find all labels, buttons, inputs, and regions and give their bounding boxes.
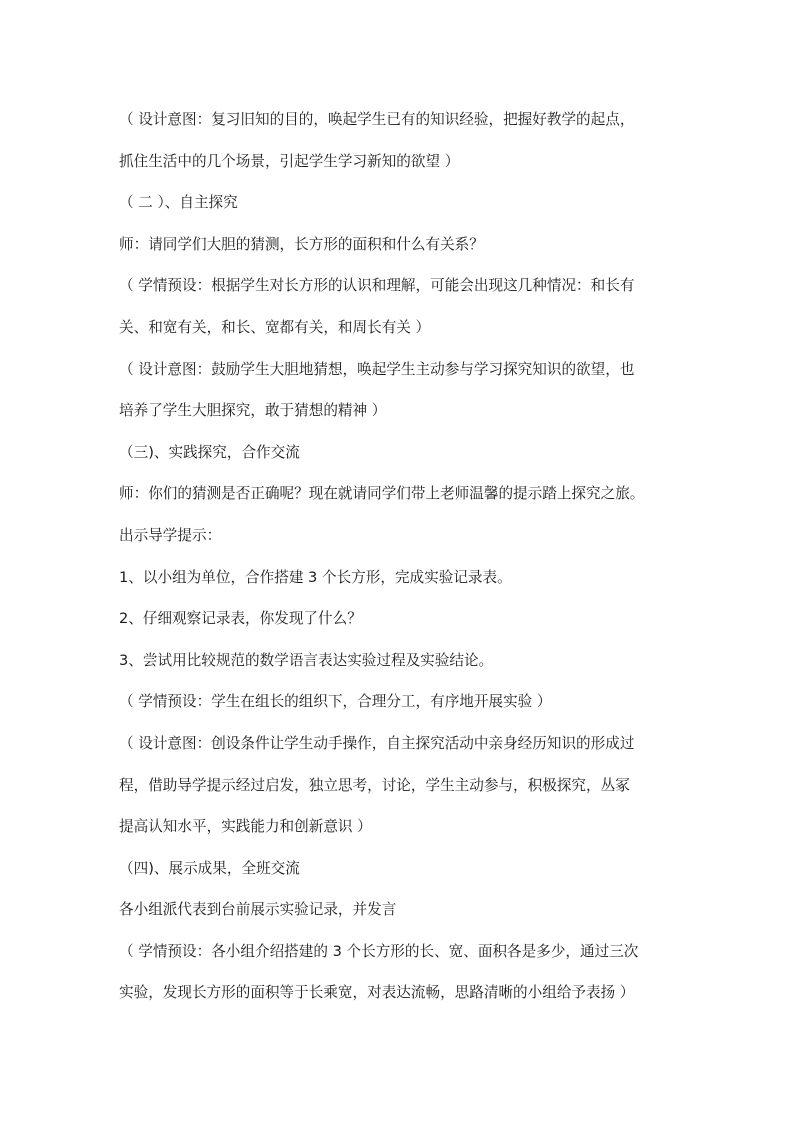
text-line: （ 学情预设：根据学生对长方形的认识和理解，可能会出现这几种情况：和长有 [119,277,635,295]
text-line: 提高认知水平，实践能力和创新意识 ） [119,818,372,836]
text-line: （ 学情预设：学生在组长的组织下，合理分工，有序地开展实验 ） [119,693,552,711]
text-line: 师：你们的猜测是否正确呢？现在就请同学们带上老师温馨的提示踏上探究之旅。 [119,485,645,503]
text-line: 抓住生活中的几个场景，引起学生学习新知的欲望 ） [119,152,460,170]
text-line: 师：请同学们大胆的猜测，长方形的面积和什么有关系？ [119,235,484,253]
text-line: （ 设计意图：鼓励学生大胆地猜想，唤起学生主动参与学习探究知识的欲望，也 [119,360,635,378]
list-item: 3、尝试用比较规范的数学语言表达实验过程及实验结论。 [119,651,494,669]
text-line: 程，借助导学提示经过启发，独立思考，讨论，学生主动参与，积极探究，丛冢 [119,776,630,794]
text-line: 关、和宽有关，和长、宽都有关，和周长有关 ） [119,318,431,336]
text-line: 各小组派代表到台前展示实验记录，并发言 [119,901,397,919]
text-line: 实验，发现长方形的面积等于长乘宽，对表达流畅，思路清晰的小组给予表扬 ） [119,984,635,1002]
section-heading: （ 二 ）、自主探究 [119,194,238,212]
text-line: 出示导学提示： [119,526,222,544]
list-item: 2、仔细观察记录表，你发现了什么？ [119,610,362,628]
section-heading: （三)、实践探究，合作交流 [119,443,300,461]
text-line: （ 学情预设：各小组介绍搭建的 3 个长方形的长、宽、面积各是多少，通过三次 [119,942,639,960]
text-line: （ 设计意图：创设条件让学生动手操作，自主探究活动中亲身经历知识的形成过 [119,734,635,752]
text-line: （ 设计意图：复习旧知的目的，唤起学生已有的知识经验，把握好教学的起点， [119,111,635,128]
document-body [119,102,699,1017]
list-item: 1、以小组为单位，合作搭建 3 个长方形，完成实验记录表。 [119,568,512,586]
section-heading: （四)、展示成果，全班交流 [119,859,300,877]
text-line: 培养了学生大胆探究，敢于猜想的精神 ） [119,402,387,420]
